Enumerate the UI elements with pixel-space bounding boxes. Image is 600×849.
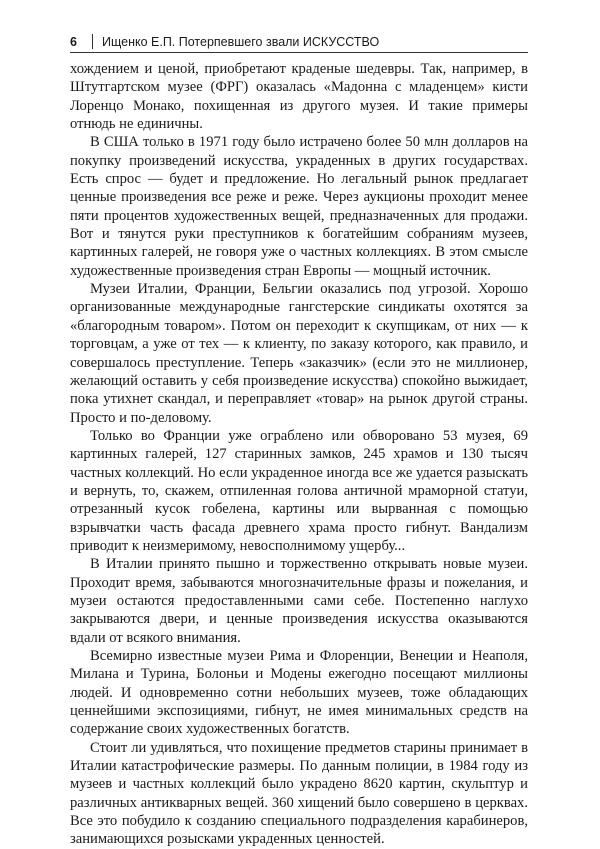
running-header: [70, 34, 528, 49]
paragraph: В Италии принято пышно и торжественно открывать новые музеи. Проходит время, забываются многозначительные фразы и пожелания, и музеи остаются предоставленными сами себе. Постепенно наглухо закрываются двери, и ценные произведения искусства оказываются вдали от всякого внимания.: [70, 556, 528, 646]
paragraph: Только во Франции уже ограблено или обворовано 53 музея, 69 картинных галерей, 127 старинных замков, 245 храмов и 130 тысяч частных коллекций. Но если украденное иногда все же удается разыскать и вернуть, то, скажем, отпиленная голова античной мраморной статуи, отрезанный кусок гобелена, картины или вырванная с помощью взрывчатки часть фасада древнего храма просто гибнут. Вандализм приводит к неизмеримому, невосполнимому ущербу...: [70, 427, 528, 554]
page-number: 6: [70, 35, 77, 49]
running-title: Ищенко Е.П. Потерпевшего звали ИСКУССТВО: [102, 35, 380, 49]
paragraph: Стоит ли удивляться, что похищение предметов старины принимает в Италии катастрофические размеры. По данным полиции, в 1984 году из музеев и частных коллекций было украдено 8620 картин, скульптур и различных антикварных вещей. 360 хищений было совершено в церквах. Все это побудило к созданию специального подразделения карабинеров, занимающихся розысками украденных ценностей.: [70, 739, 528, 848]
paragraph: Всемирно известные музеи Рима и Флоренции, Венеции и Неаполя, Милана и Турина, Болоньи и Модены ежегодно посещают миллионы людей. И одновременно сотни небольших музеев, тоже обладающих ценнейшими экспозициями, гибнут, не имея минимальных средств на содержание своих художественных богатств.: [70, 648, 528, 738]
header-separator: [92, 34, 93, 49]
paragraph: В США только в 1971 году было истрачено более 50 млн долларов на покупку произведений искусства, украденных в других государствах. Есть спрос — будет и предложение. Но легальный рынок предлагает ценные произведения все реже и реже. Через аукционы проходит менее пяти процентов художественных вещей, предназначенных для продажи. Вот и тянутся руки преступников к богатейшим собраниям музеев, картинных галерей, не говоря уже о частных коллекциях. В этом смысле художественные произведения стран Европы — мощный источник.: [70, 134, 528, 279]
header-rule: [70, 52, 528, 53]
paragraph: Музеи Италии, Франции, Бельгии оказались под угрозой. Хорошо организованные международные гангстерские синдикаты охотятся за «благородным товаром». Потом он переходит к скупщикам, от них — к торговцам, а уже от тех — к клиенту, по заказу которого, как правило, и совершалось преступление. Теперь «заказчик» (если это не миллионер, желающий оставить у себя произведение искусства) спокойно выжидает, пока утихнет скандал, и переправляет «товар» на рынок другой страны. Просто и по-деловому.: [70, 281, 528, 426]
paragraph: хождением и ценой, приобретают краденые шедевры. Так, например, в Штутгартском музее (ФРГ) оказалась «Мадонна с младенцем» кисти Лоренцо Монако, похищенная из другого музея. И такие примеры отнюдь не единичны.: [70, 61, 528, 133]
body-text: [70, 60, 528, 849]
